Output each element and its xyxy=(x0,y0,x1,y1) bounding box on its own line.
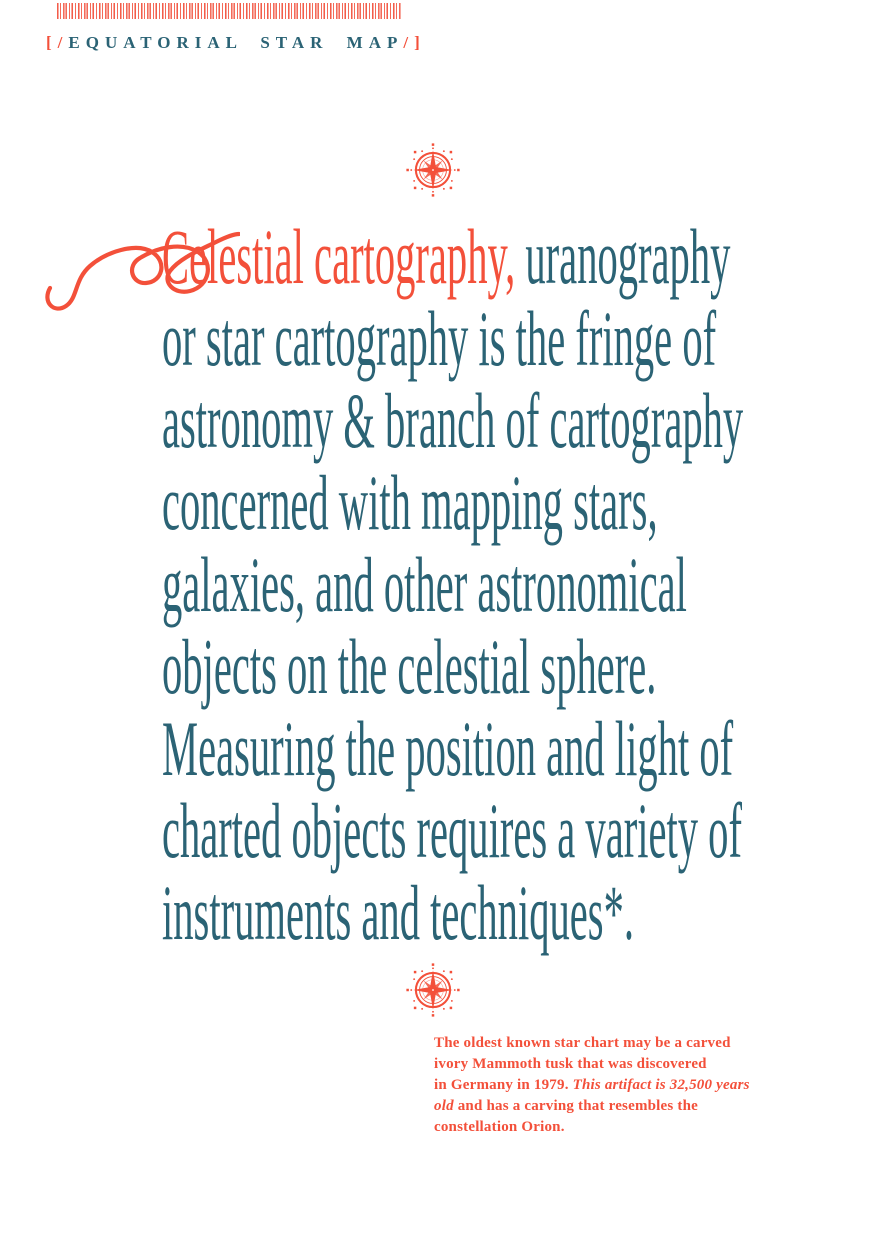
paragraph-text: or star cartography is the fringe of xyxy=(162,295,717,382)
paragraph-line xyxy=(162,377,870,464)
footnote-text: ivory Mammoth tusk that was discovered xyxy=(434,1056,707,1072)
paragraph-text-coral: Celestial cartography, xyxy=(162,213,516,300)
paragraph-line xyxy=(162,787,870,874)
paragraph-line xyxy=(162,869,870,956)
bottom-ornament xyxy=(404,961,462,1019)
paragraph-text: concerned with mapping stars, xyxy=(162,459,658,546)
paragraph-line xyxy=(162,213,870,300)
footnote-line xyxy=(434,1054,750,1075)
compass-rose-icon xyxy=(404,141,462,199)
main-paragraph xyxy=(162,213,870,956)
paragraph-text: Measuring the position and light of xyxy=(162,705,734,792)
top-ornament xyxy=(404,141,462,199)
paragraph-line xyxy=(162,541,870,628)
footnote-text: constellation Orion. xyxy=(434,1119,565,1135)
paragraph-line xyxy=(162,705,870,792)
paragraph-text: instruments and techniques*. xyxy=(162,869,634,956)
masthead-close-bracket: /] xyxy=(403,33,426,52)
masthead xyxy=(46,33,426,53)
footnote-text: in Germany in 1979. xyxy=(434,1077,573,1093)
paragraph-line xyxy=(162,295,870,382)
barcode-stripe-band xyxy=(57,3,401,19)
paragraph-line xyxy=(162,459,870,546)
footnote-line xyxy=(434,1117,750,1138)
paragraph-text: uranography xyxy=(515,213,731,300)
footnote xyxy=(434,1033,750,1138)
footnote-line xyxy=(434,1033,750,1054)
paragraph-text: astronomy & branch of cartography xyxy=(162,377,744,464)
footnote-line xyxy=(434,1096,750,1117)
masthead-title: EQUATORIAL STAR MAP xyxy=(68,33,404,52)
footnote-line xyxy=(434,1075,750,1096)
masthead-open-bracket: [/ xyxy=(46,33,69,52)
paragraph-text: charted objects requires a variety of xyxy=(162,787,742,874)
paragraph-line xyxy=(162,623,870,710)
paragraph-text: objects on the celestial sphere. xyxy=(162,623,657,710)
paragraph-text: galaxies, and other astronomical xyxy=(162,541,687,628)
footnote-text-italic: old xyxy=(434,1098,454,1114)
footnote-text: The oldest known star chart may be a carved xyxy=(434,1035,731,1051)
footnote-text-italic: This artifact is 32,500 years xyxy=(572,1077,750,1093)
footnote-text: and has a carving that resembles the xyxy=(453,1098,698,1114)
compass-rose-icon xyxy=(404,961,462,1019)
